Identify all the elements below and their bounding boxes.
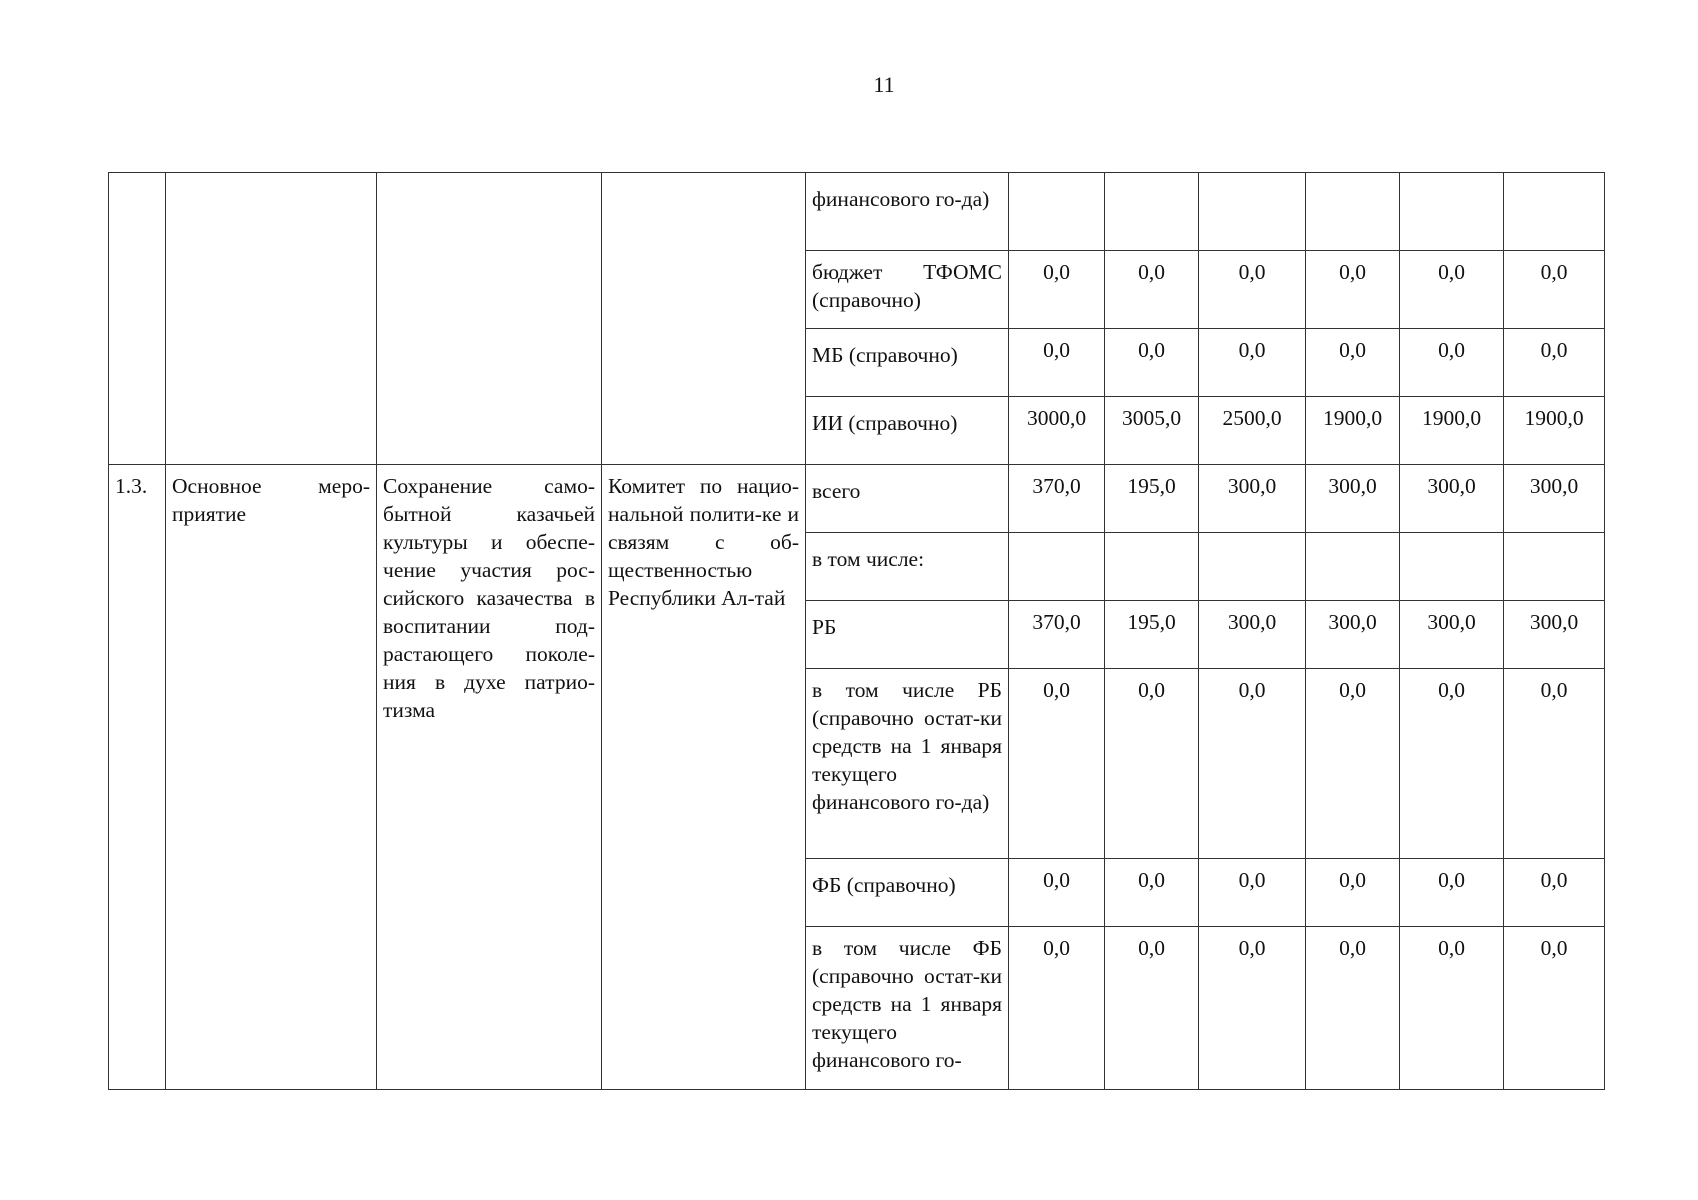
value-cell: 370,0 bbox=[1009, 465, 1105, 533]
value-cell bbox=[1504, 173, 1605, 251]
funding-source-cell: ИИ (справочно) bbox=[806, 397, 1009, 465]
value-cell: 300,0 bbox=[1199, 465, 1306, 533]
table-row bbox=[109, 465, 1605, 533]
value-cell bbox=[1400, 173, 1504, 251]
value-cell bbox=[1199, 533, 1306, 601]
value-cell: 0,0 bbox=[1199, 927, 1306, 1090]
item-type-cell: Основное меро-приятие bbox=[166, 465, 377, 1090]
budget-table bbox=[108, 172, 1605, 1090]
value-cell: 300,0 bbox=[1306, 465, 1400, 533]
value-cell: 0,0 bbox=[1400, 329, 1504, 397]
value-cell: 300,0 bbox=[1400, 601, 1504, 669]
value-cell: 0,0 bbox=[1306, 927, 1400, 1090]
value-cell: 195,0 bbox=[1105, 601, 1199, 669]
value-cell: 0,0 bbox=[1105, 251, 1199, 329]
value-cell bbox=[1306, 173, 1400, 251]
value-cell: 0,0 bbox=[1504, 251, 1605, 329]
value-cell bbox=[1306, 533, 1400, 601]
value-cell: 0,0 bbox=[1400, 251, 1504, 329]
value-cell: 0,0 bbox=[1306, 251, 1400, 329]
item-executor-cell: Комитет по нацио-нальной полити-ке и связям с об-щественностью Республики Ал-тай bbox=[602, 465, 806, 1090]
value-cell: 195,0 bbox=[1105, 465, 1199, 533]
value-cell: 1900,0 bbox=[1504, 397, 1605, 465]
value-cell: 0,0 bbox=[1009, 251, 1105, 329]
value-cell: 300,0 bbox=[1504, 465, 1605, 533]
funding-source-cell: в том числе РБ (справочно остат-ки средств на 1 января текущего финансового го-да) bbox=[806, 669, 1009, 859]
value-cell bbox=[1105, 533, 1199, 601]
funding-source-cell: ФБ (справочно) bbox=[806, 859, 1009, 927]
value-cell: 0,0 bbox=[1504, 329, 1605, 397]
value-cell: 0,0 bbox=[1199, 669, 1306, 859]
funding-source-cell: бюджет ТФОМС (справочно) bbox=[806, 251, 1009, 329]
value-cell: 0,0 bbox=[1105, 859, 1199, 927]
value-cell: 1900,0 bbox=[1400, 397, 1504, 465]
value-cell: 0,0 bbox=[1009, 669, 1105, 859]
value-cell: 3005,0 bbox=[1105, 397, 1199, 465]
funding-source-cell: в том числе ФБ (справочно остат-ки средств на 1 января текущего финансового го- bbox=[806, 927, 1009, 1090]
value-cell: 300,0 bbox=[1400, 465, 1504, 533]
value-cell: 0,0 bbox=[1504, 859, 1605, 927]
value-cell: 0,0 bbox=[1105, 329, 1199, 397]
page-number: 11 bbox=[873, 72, 895, 97]
value-cell: 300,0 bbox=[1199, 601, 1306, 669]
value-cell: 0,0 bbox=[1105, 669, 1199, 859]
value-cell: 3000,0 bbox=[1009, 397, 1105, 465]
value-cell: 2500,0 bbox=[1199, 397, 1306, 465]
value-cell: 0,0 bbox=[1306, 859, 1400, 927]
value-cell: 0,0 bbox=[1504, 669, 1605, 859]
value-cell: 0,0 bbox=[1009, 859, 1105, 927]
value-cell: 0,0 bbox=[1400, 927, 1504, 1090]
value-cell bbox=[1400, 533, 1504, 601]
value-cell: 0,0 bbox=[1009, 927, 1105, 1090]
item-name-cell: Сохранение само-бытной казачьей культуры и обеспе-чение участия рос-сийского казачества в воспитании под-растающего поколе-ния в духе патрио-тизма bbox=[377, 465, 602, 1090]
value-cell: 0,0 bbox=[1400, 669, 1504, 859]
empty-name-cell bbox=[377, 173, 602, 465]
value-cell: 0,0 bbox=[1400, 859, 1504, 927]
value-cell: 0,0 bbox=[1009, 329, 1105, 397]
value-cell: 0,0 bbox=[1199, 329, 1306, 397]
funding-source-cell: всего bbox=[806, 465, 1009, 533]
value-cell: 0,0 bbox=[1306, 669, 1400, 859]
value-cell: 0,0 bbox=[1199, 251, 1306, 329]
empty-type-cell bbox=[166, 173, 377, 465]
value-cell: 370,0 bbox=[1009, 601, 1105, 669]
value-cell: 0,0 bbox=[1105, 927, 1199, 1090]
value-cell bbox=[1199, 173, 1306, 251]
funding-source-cell: финансового го-да) bbox=[806, 173, 1009, 251]
value-cell bbox=[1009, 533, 1105, 601]
empty-executor-cell bbox=[602, 173, 806, 465]
value-cell: 0,0 bbox=[1199, 859, 1306, 927]
value-cell bbox=[1009, 173, 1105, 251]
value-cell: 300,0 bbox=[1306, 601, 1400, 669]
value-cell: 300,0 bbox=[1504, 601, 1605, 669]
empty-number-cell bbox=[109, 173, 166, 465]
item-number-cell: 1.3. bbox=[109, 465, 166, 1090]
value-cell: 0,0 bbox=[1306, 329, 1400, 397]
funding-source-cell: МБ (справочно) bbox=[806, 329, 1009, 397]
value-cell: 1900,0 bbox=[1306, 397, 1400, 465]
table-row bbox=[109, 173, 1605, 251]
value-cell bbox=[1105, 173, 1199, 251]
value-cell: 0,0 bbox=[1504, 927, 1605, 1090]
funding-source-cell: РБ bbox=[806, 601, 1009, 669]
funding-source-cell: в том числе: bbox=[806, 533, 1009, 601]
value-cell bbox=[1504, 533, 1605, 601]
